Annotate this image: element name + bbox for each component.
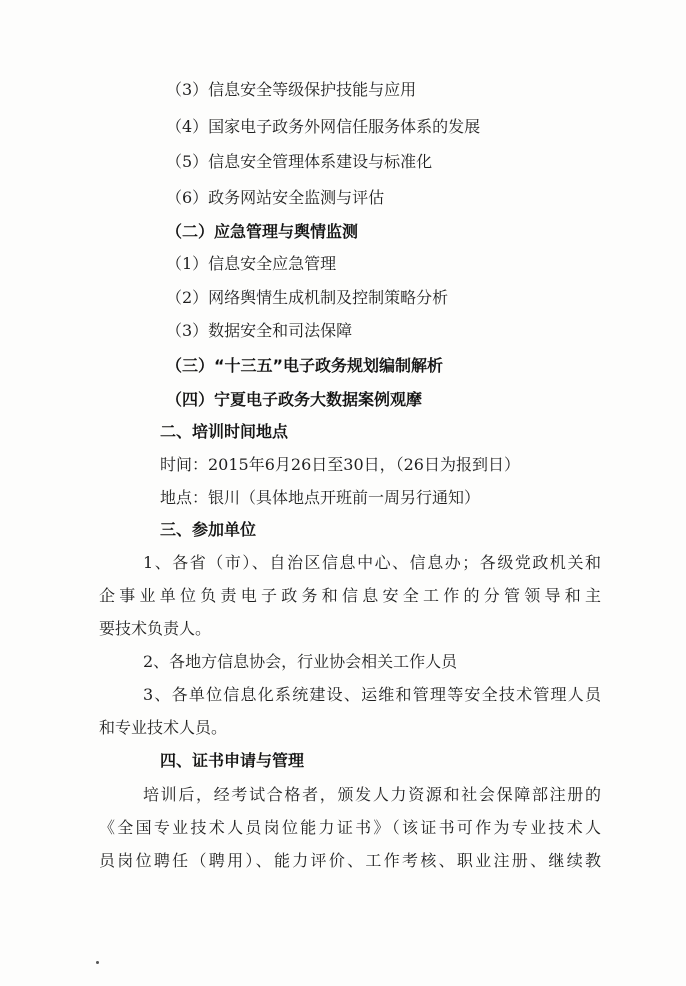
list-item-6: （6）政务网站安全监测与评估 [166,188,385,207]
participants-paragraph-1-line-3: 要技术负责人。 [99,619,212,638]
training-time: 时间：2015年6月26日至30日，（26日为报到日） [160,455,520,474]
training-place: 地点：银川（具体地点开班前一周另行通知） [160,488,481,507]
participants-paragraph-2: 2、各地方信息协会，行业协会相关工作人员 [143,652,458,671]
list-item-2: （2）网络舆情生成机制及控制策略分析 [166,288,449,307]
list-item-3: （3）信息安全等级保护技能与应用 [166,80,417,99]
section-heading-4: （四）宁夏电子政务大数据案例观摩 [166,390,423,409]
participants-paragraph-3-line-2: 和专业技术人员。 [99,718,228,737]
list-item-5: （5）信息安全管理体系建设与标准化 [166,152,433,171]
participants-paragraph-1-line-2: 企事业单位负责电子政务和信息安全工作的分管领导和主 [99,586,601,605]
certificate-paragraph-line-3: 员岗位聘任（聘用）、能力评价、工作考核、职业注册、继续教 [99,851,601,870]
heading-participants: 三、参加单位 [160,520,257,539]
list-item-3b: （3）数据安全和司法保障 [166,321,353,340]
list-item-1: （1）信息安全应急管理 [166,254,337,273]
certificate-paragraph-line-1: 培训后，经考试合格者，颁发人力资源和社会保障部注册的 [143,785,601,804]
certificate-paragraph-line-2: 《全国专业技术人员岗位能力证书》（该证书可作为专业技术人 [99,818,601,837]
scan-speck [96,961,99,964]
list-item-4: （4）国家电子政务外网信任服务体系的发展 [166,117,481,136]
section-heading-2: （二）应急管理与舆情监测 [166,222,359,241]
heading-certificate: 四、证书申请与管理 [160,751,305,770]
participants-paragraph-1-line-1: 1、各省（市）、自治区信息中心、信息办；各级党政机关和 [143,553,601,572]
heading-training-time-place: 二、培训时间地点 [160,422,289,441]
participants-paragraph-3-line-1: 3、各单位信息化系统建设、运维和管理等安全技术管理人员 [143,685,601,704]
section-heading-3: （三）“十三五”电子政务规划编制解析 [166,356,444,375]
